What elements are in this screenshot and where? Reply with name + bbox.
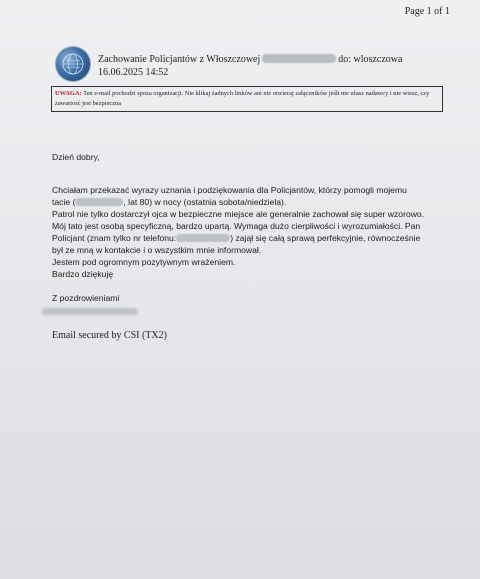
warning-label: UWAGA: bbox=[55, 90, 82, 97]
security-footer: Email secured by CSI (TX2) bbox=[52, 330, 167, 341]
body-line: Jestem pod ogromnym pozytywnym wrażeniem. bbox=[52, 257, 236, 267]
external-warning-box bbox=[51, 86, 443, 112]
sender-name: Zachowanie Policjantów z Włoszczowej bbox=[98, 54, 261, 65]
sent-datetime: 16.06.2025 14:52 bbox=[98, 67, 169, 78]
body-line: Mój tato jest osobą specyficzną, bardzo upartą. Wymaga dużo cierpliwości i wyrozumiałości. Pan bbox=[52, 221, 421, 231]
greeting: Dzień dobry, bbox=[52, 152, 100, 162]
redacted-email bbox=[262, 54, 336, 63]
body-fragment: , lat 80) w nocy (ostatnia sobota/niedziela). bbox=[123, 197, 287, 207]
redacted-name bbox=[75, 198, 123, 206]
body-line bbox=[52, 197, 286, 207]
warning-text: Ten e-mail pochodzi spoza organizacji. Nie klikaj żadnych linków ani nie otwieraj załączników jeśli nie ufasz nadawcy i nie wiesz, czy zawartość jest bezpieczna bbox=[55, 90, 430, 107]
page-indicator: Page 1 of 1 bbox=[404, 6, 450, 17]
closing: Z pozdrowieniami bbox=[52, 293, 120, 303]
recipient: do: wloszczowa bbox=[338, 54, 403, 65]
body-line: Patrol nie tylko dostarczył ojca w bezpieczne miejsce ale generalnie zachował się super wzorowo. bbox=[52, 209, 425, 219]
sender-line bbox=[98, 54, 402, 65]
body-fragment: Policjant (znam tylko nr telefonu: bbox=[52, 233, 177, 243]
sender-globe-icon bbox=[56, 47, 90, 81]
body-line: Chciałam przekazać wyrazy uznania i podziękowania dla Policjantów, którzy pomogli mojemu bbox=[52, 185, 407, 195]
body-line: był ze mną w kontakcie i o wszystkim mnie informował. bbox=[52, 245, 262, 255]
redacted-signature bbox=[42, 308, 138, 315]
redacted-phone bbox=[176, 234, 230, 242]
body-line bbox=[52, 233, 420, 243]
body-fragment: ) zajął się całą sprawą perfekcyjnie, równocześnie bbox=[230, 233, 421, 243]
body-line: Bardzo dziękuję bbox=[52, 269, 114, 279]
body-fragment: tacie ( bbox=[52, 197, 76, 207]
